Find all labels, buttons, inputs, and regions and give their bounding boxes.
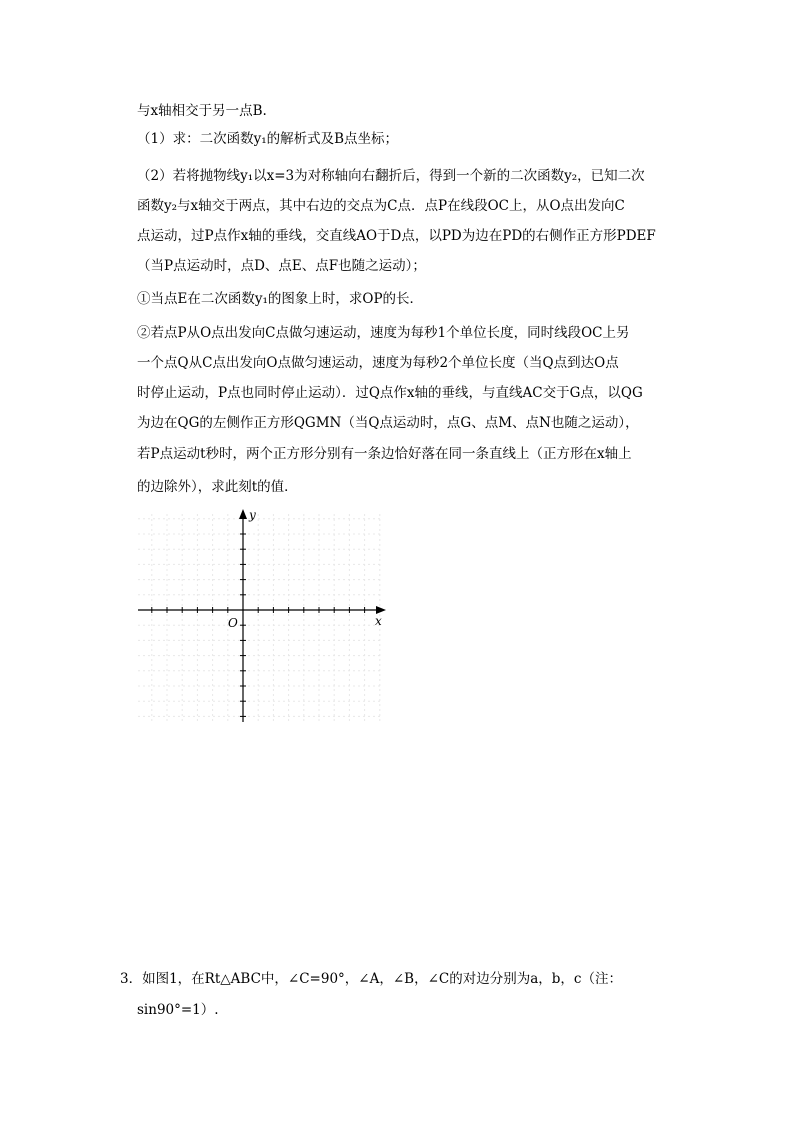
y-axis-label: y xyxy=(249,508,256,522)
text-line-12: 若P点运动t秒时，两个正方形分别有一条边恰好落在同一条直线上（正方形在x轴上 xyxy=(137,446,632,462)
text-line-10: 时停止运动，P点也同时停止运动）．过Q点作x轴的垂线，与直线AC交于G点，以QG xyxy=(137,385,643,401)
x-axis-arrow xyxy=(376,606,386,614)
text-line-1: 与x轴相交于另一点B. xyxy=(137,103,267,119)
text-line-11: 为边在QG的左侧作正方形QGMN（当Q点运动时，点G、点M、点N也随之运动）， xyxy=(137,415,639,431)
text-line-4: 函数y₂与x轴交于两点，其中右边的交点为C点．点P在线段OC上，从O点出发向C xyxy=(137,198,625,214)
text-line-9: 一个点Q从C点出发向O点做匀速运动，速度为每秒2个单位长度（当Q点到达O点 xyxy=(137,355,619,371)
text-line-3: （2）若将抛物线y₁以x=3为对称轴向右翻折后，得到一个新的二次函数y₂，已知二次 xyxy=(137,168,645,184)
text-line-2: （1）求：二次函数y₁的解析式及B点坐标； xyxy=(137,131,399,147)
grid-lines xyxy=(138,514,380,722)
text-line-5: 点运动，过P点作x轴的垂线，交直线AO于D点，以PD为边在PD的右侧作正方形PDEF xyxy=(137,228,656,244)
text-line-7: ①当点E在二次函数y₁的图象上时，求OP的长． xyxy=(137,291,424,307)
text-line-6: （当P点运动时，点D、点E、点F也随之运动）； xyxy=(137,258,426,274)
question-3-line-1: 3．如图1，在Rt△ABC中，∠C=90°，∠A，∠B，∠C的对边分别为a，b，c（注： xyxy=(120,971,622,987)
text-line-13: 的边除外），求此刻t的值． xyxy=(137,479,298,495)
text-line-8: ②若点P从O点出发向C点做匀速运动，速度为每秒1个单位长度，同时线段OC上另 xyxy=(137,325,630,341)
question-3-line-2: sin90°=1）. xyxy=(137,1002,219,1018)
y-axis-arrow xyxy=(239,509,247,519)
origin-label: O xyxy=(228,616,238,630)
x-axis-label: x xyxy=(375,614,382,628)
coordinate-axes-figure xyxy=(130,500,400,728)
